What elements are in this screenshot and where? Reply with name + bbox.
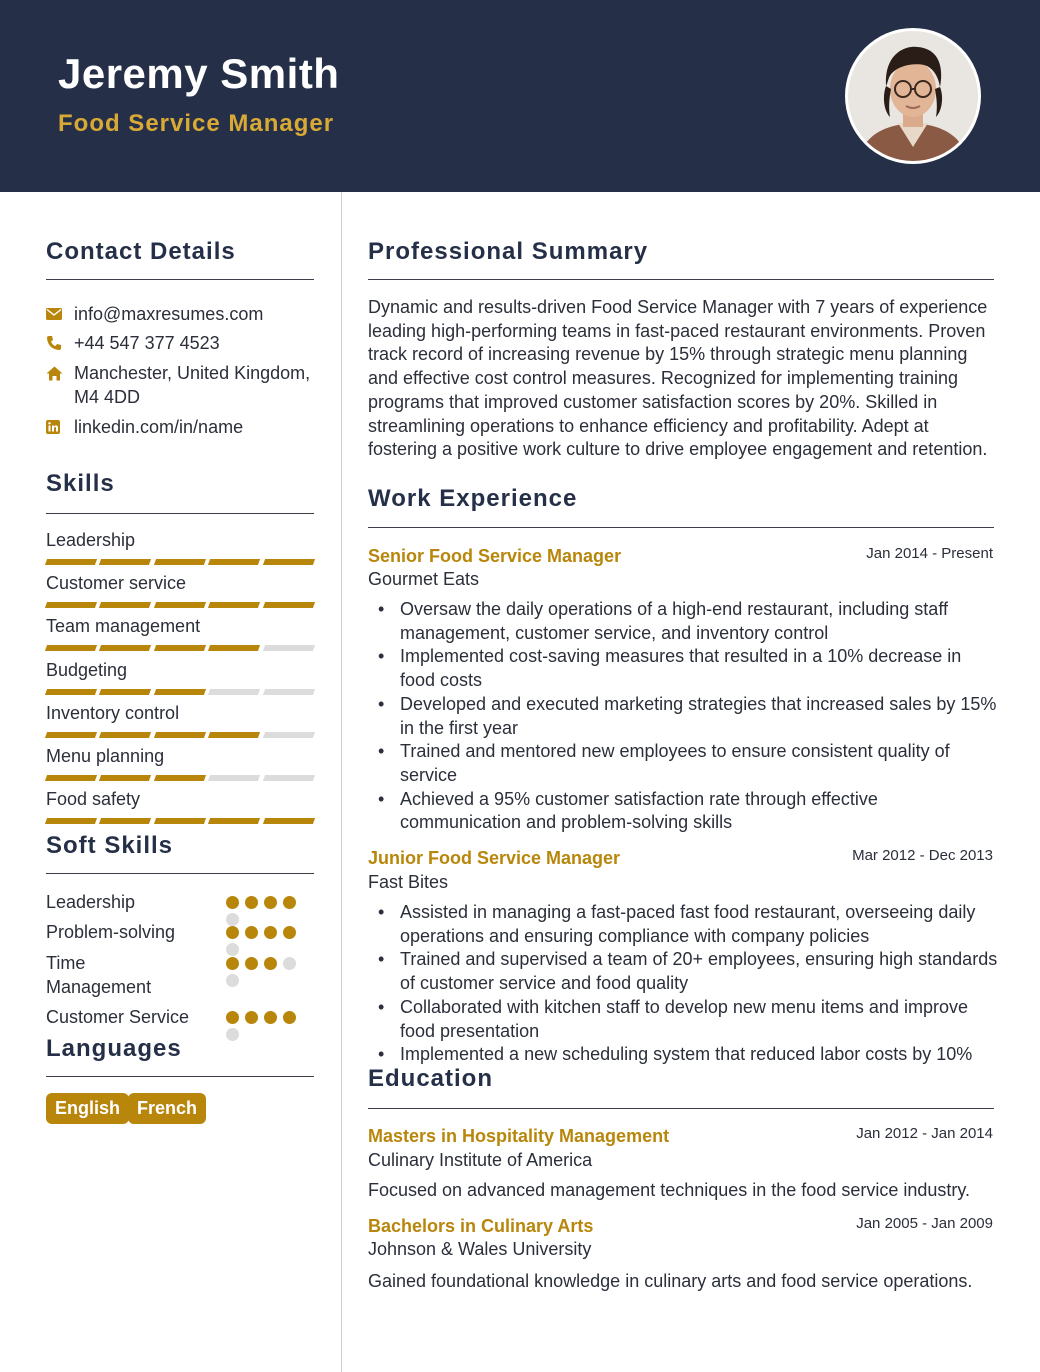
skill-level-segment xyxy=(99,732,152,738)
soft-skill-label: Problem-solving xyxy=(46,922,176,942)
skill-level-segment xyxy=(154,559,207,565)
rating-dot xyxy=(245,957,258,970)
job-company: Fast Bites xyxy=(368,872,449,892)
linkedin-icon xyxy=(46,415,74,439)
person-portrait-icon xyxy=(848,31,978,161)
rating-dot xyxy=(226,1011,239,1024)
skill-level-bar xyxy=(46,818,314,824)
language-badge: English xyxy=(46,1093,129,1124)
education-section-title: Education xyxy=(368,1065,494,1092)
contact-phone-text: +44 547 377 4523 xyxy=(74,333,220,353)
candidate-name: Jeremy Smith xyxy=(58,50,340,97)
job-bullet: • Developed and executed marketing strategies that increased sales by 15% in the first year xyxy=(376,693,998,740)
job-bullet: • Trained and supervised a team of 20+ employees, ensuring high standards of customer service and food quality xyxy=(376,948,998,995)
skill-level-segment xyxy=(45,689,98,695)
education-description: Gained foundational knowledge in culinary arts and food service operations. xyxy=(368,1271,973,1291)
languages-section-title: Languages xyxy=(46,1035,182,1062)
rating-dot xyxy=(226,926,239,939)
skill-level-bar xyxy=(46,602,314,608)
job-title: Senior Food Service Manager xyxy=(368,546,622,566)
job-title: Junior Food Service Manager xyxy=(368,848,621,868)
skill-level-segment xyxy=(45,818,98,824)
skill-level-segment xyxy=(99,559,152,565)
skill-level-segment xyxy=(99,602,152,608)
job-bullet: • Achieved a 95% customer satisfaction rate through effective communication and problem-solving skills xyxy=(376,788,998,835)
education-section-rule xyxy=(368,1108,994,1109)
phone-icon xyxy=(46,331,74,355)
skill-label: Inventory control xyxy=(46,702,180,723)
email-icon xyxy=(46,302,74,326)
soft-skills-section-title: Soft Skills xyxy=(46,832,174,859)
skill-level-bar xyxy=(46,559,314,565)
job-dates: Jan 2014 - Present xyxy=(866,545,993,562)
skill-level-segment xyxy=(154,689,207,695)
skill-level-segment xyxy=(208,559,261,565)
candidate-role: Food Service Manager xyxy=(58,110,335,137)
contact-section-title: Contact Details xyxy=(46,238,236,265)
skill-label: Budgeting xyxy=(46,659,128,680)
skill-level-segment xyxy=(45,775,98,781)
skill-label: Food safety xyxy=(46,789,141,810)
skill-level-segment xyxy=(45,732,98,738)
languages-section-rule xyxy=(46,1076,314,1077)
education-degree: Masters in Hospitality Management xyxy=(368,1126,670,1146)
summary-section-title: Professional Summary xyxy=(368,238,649,265)
home-icon xyxy=(46,361,74,385)
contact-phone[interactable] xyxy=(46,331,324,355)
skill-level-segment xyxy=(154,602,207,608)
skills-section-rule xyxy=(46,513,314,514)
contact-address xyxy=(46,361,324,409)
rating-dot xyxy=(226,957,239,970)
job-bullet: • Implemented a new scheduling system that reduced labor costs by 10% xyxy=(376,1043,998,1067)
resume-header xyxy=(0,0,1040,192)
contact-linkedin-text: linkedin.com/in/name xyxy=(74,417,244,437)
skill-level-segment xyxy=(45,645,98,651)
rating-dot xyxy=(264,896,277,909)
skill-level-segment xyxy=(208,775,261,781)
skill-level-segment xyxy=(99,818,152,824)
job-bullets xyxy=(376,598,998,835)
soft-skill-rating xyxy=(226,896,298,926)
job-bullet: • Assisted in managing a fast-paced fast food restaurant, overseeing daily operations and ensuring compliance with company policies xyxy=(376,901,998,948)
skill-level-segment xyxy=(208,689,261,695)
skill-level-segment xyxy=(99,689,152,695)
skill-level-segment xyxy=(208,732,261,738)
experience-section-rule xyxy=(368,527,994,528)
skill-level-segment xyxy=(208,818,261,824)
job-bullet: • Implemented cost-saving measures that resulted in a 10% decrease in food costs xyxy=(376,645,998,692)
education-degree: Bachelors in Culinary Arts xyxy=(368,1216,594,1236)
skill-level-bar xyxy=(46,775,314,781)
skill-level-segment xyxy=(45,602,98,608)
contact-address-text: Manchester, United Kingdom, M4 4DD xyxy=(74,363,311,407)
education-school: Culinary Institute of America xyxy=(368,1150,593,1170)
skill-level-segment xyxy=(263,732,316,738)
job-company: Gourmet Eats xyxy=(368,569,480,589)
rating-dot xyxy=(245,896,258,909)
skill-level-bar xyxy=(46,689,314,695)
skill-level-segment xyxy=(99,775,152,781)
education-school: Johnson & Wales University xyxy=(368,1239,592,1259)
rating-dot xyxy=(283,926,296,939)
soft-skill-label: Customer Service xyxy=(46,1007,190,1027)
contact-email[interactable] xyxy=(46,302,324,326)
rating-dot xyxy=(226,896,239,909)
soft-skill-label: Leadership xyxy=(46,892,136,912)
soft-skill-rating xyxy=(226,1011,298,1041)
skill-level-segment xyxy=(263,689,316,695)
experience-section-title: Work Experience xyxy=(368,485,578,512)
skill-level-segment xyxy=(208,602,261,608)
skill-level-segment xyxy=(263,775,316,781)
skill-level-segment xyxy=(45,559,98,565)
skill-level-segment xyxy=(263,559,316,565)
skill-level-segment xyxy=(208,645,261,651)
contact-email-text: info@maxresumes.com xyxy=(74,304,264,324)
skill-level-segment xyxy=(263,645,316,651)
summary-text: Dynamic and results-driven Food Service Manager with 7 years of experience leading high-performing teams in fast-paced restaurant environments. Proven track record of increasing revenue by 15% through strategic menu planning and effective cost control measures. Recognized for implementing training programs that improved customer satisfaction scores by 20%. Skilled in streamlining operations to enhance efficiency and profitability. Adept at fostering a positive work culture to drive employee engagement and retention. xyxy=(368,297,988,460)
skill-level-segment xyxy=(154,818,207,824)
contact-linkedin[interactable] xyxy=(46,415,324,439)
job-bullet: • Collaborated with kitchen staff to develop new menu items and improve food presentation xyxy=(376,996,998,1043)
rating-dot xyxy=(283,1011,296,1024)
language-badge: French xyxy=(128,1093,206,1124)
rating-dot xyxy=(226,1028,239,1041)
skill-level-segment xyxy=(263,818,316,824)
skill-level-segment xyxy=(154,645,207,651)
summary-section-rule xyxy=(368,279,994,280)
profile-photo xyxy=(845,28,981,164)
job-dates: Mar 2012 - Dec 2013 xyxy=(852,847,993,864)
rating-dot xyxy=(264,1011,277,1024)
job-bullet: • Oversaw the daily operations of a high-end restaurant, including staff management, customer service, and inventory control xyxy=(376,598,998,645)
soft-skill-rating xyxy=(226,957,298,987)
education-dates: Jan 2005 - Jan 2009 xyxy=(856,1215,993,1232)
skill-level-segment xyxy=(99,645,152,651)
education-description: Focused on advanced management techniques in the food service industry. xyxy=(368,1180,971,1200)
rating-dot xyxy=(264,926,277,939)
rating-dot xyxy=(226,913,239,926)
column-divider xyxy=(341,192,342,1372)
contact-section-rule xyxy=(46,279,314,280)
skill-label: Customer service xyxy=(46,573,187,594)
soft-skills-section-rule xyxy=(46,873,314,874)
rating-dot xyxy=(264,957,277,970)
skill-level-bar xyxy=(46,732,314,738)
skill-label: Menu planning xyxy=(46,746,165,766)
skill-level-bar xyxy=(46,645,314,651)
rating-dot xyxy=(245,1011,258,1024)
skill-label: Team management xyxy=(46,616,201,637)
skill-label: Leadership xyxy=(46,530,136,550)
soft-skill-label: Time Management xyxy=(46,953,152,997)
job-bullet: • Trained and mentored new employees to ensure consistent quality of service xyxy=(376,740,998,787)
rating-dot xyxy=(283,957,296,970)
job-bullets xyxy=(376,901,998,1067)
rating-dot xyxy=(245,926,258,939)
skills-section-title: Skills xyxy=(46,470,115,497)
soft-skill-rating xyxy=(226,926,298,956)
skill-level-segment xyxy=(154,732,207,738)
skill-level-segment xyxy=(154,775,207,781)
skill-level-segment xyxy=(263,602,316,608)
rating-dot xyxy=(226,974,239,987)
education-dates: Jan 2012 - Jan 2014 xyxy=(856,1125,993,1142)
rating-dot xyxy=(283,896,296,909)
rating-dot xyxy=(226,943,239,956)
